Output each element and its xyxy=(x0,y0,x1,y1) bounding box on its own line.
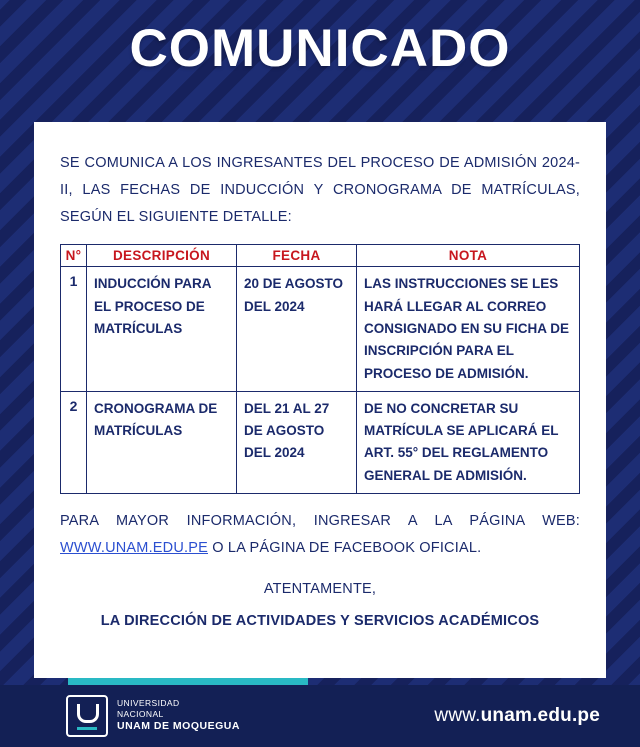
row-number: 2 xyxy=(61,391,87,493)
footer-website[interactable] xyxy=(434,705,600,727)
row-fecha: 20 DE AGOSTO DEL 2024 xyxy=(237,267,357,391)
footer-website-prefix: www. xyxy=(434,705,481,726)
logo-region: DE MOQUEGUA xyxy=(150,720,240,733)
logo-line-1: UNIVERSIDAD xyxy=(117,698,180,709)
attentively-text: ATENTAMENTE, xyxy=(263,580,377,597)
unam-logo-icon xyxy=(66,695,108,737)
signature-text: LA DIRECCIÓN DE ACTIVIDADES Y SERVICIOS ACADÉMICOS xyxy=(100,612,540,629)
row-fecha: DEL 21 AL 27 DE AGOSTO DEL 2024 xyxy=(237,391,357,493)
row-descripcion: CRONOGRAMA DE MATRÍCULAS xyxy=(87,391,237,493)
table-header-row xyxy=(61,245,580,267)
row-descripcion: INDUCCIÓN PARA EL PROCESO DE MATRÍCULAS xyxy=(87,267,237,391)
logo-acronym: UNAM xyxy=(117,720,151,733)
intro-paragraph: SE COMUNICA A LOS INGRESANTES DEL PROCESO DE ADMISIÓN 2024-II, LAS FECHAS DE INDUCCIÓN Y CRONOGRAMA DE MATRÍCULAS, SEGÚN EL SIGUIENTE DETALLE: xyxy=(60,155,580,225)
row-nota: LAS INSTRUCCIONES SE LES HARÁ LLEGAR AL CORREO CONSIGNADO EN SU FICHA DE INSCRIPCIÓN PARA EL PROCESO DE ADMISIÓN. xyxy=(357,267,580,391)
website-link[interactable]: WWW.UNAM.EDU.PE xyxy=(60,540,208,557)
teal-accent-strip xyxy=(68,678,308,685)
more-info-paragraph xyxy=(60,508,580,563)
more-info-suffix: O LA PÁGINA DE FACEBOOK OFICIAL. xyxy=(208,540,482,557)
table-row xyxy=(61,267,580,391)
column-header-fecha: FECHA xyxy=(237,245,357,267)
row-nota: DE NO CONCRETAR SU MATRÍCULA SE APLICARÁ EL ART. 55° DEL REGLAMENTO GENERAL DE ADMISIÓN. xyxy=(357,391,580,493)
column-header-numero: N° xyxy=(61,245,87,267)
table-body xyxy=(61,267,580,493)
footer-bar xyxy=(0,685,640,747)
column-header-descripcion: DESCRIPCIÓN xyxy=(87,245,237,267)
footer-website-domain: unam.edu.pe xyxy=(480,705,600,726)
column-header-nota: NOTA xyxy=(357,245,580,267)
more-info-prefix: PARA MAYOR INFORMACIÓN, INGRESAR A LA PÁGINA WEB: xyxy=(60,512,580,529)
table-row xyxy=(61,391,580,493)
table-header xyxy=(61,245,580,267)
page-title: COMUNICADO xyxy=(129,19,511,78)
row-number: 1 xyxy=(61,267,87,391)
announcement-card xyxy=(34,122,606,678)
logo-line-2: NACIONAL xyxy=(117,709,164,720)
logo-line-3 xyxy=(117,720,240,733)
university-logo xyxy=(66,695,240,737)
schedule-table xyxy=(60,244,580,493)
logo-text-block xyxy=(117,698,240,733)
